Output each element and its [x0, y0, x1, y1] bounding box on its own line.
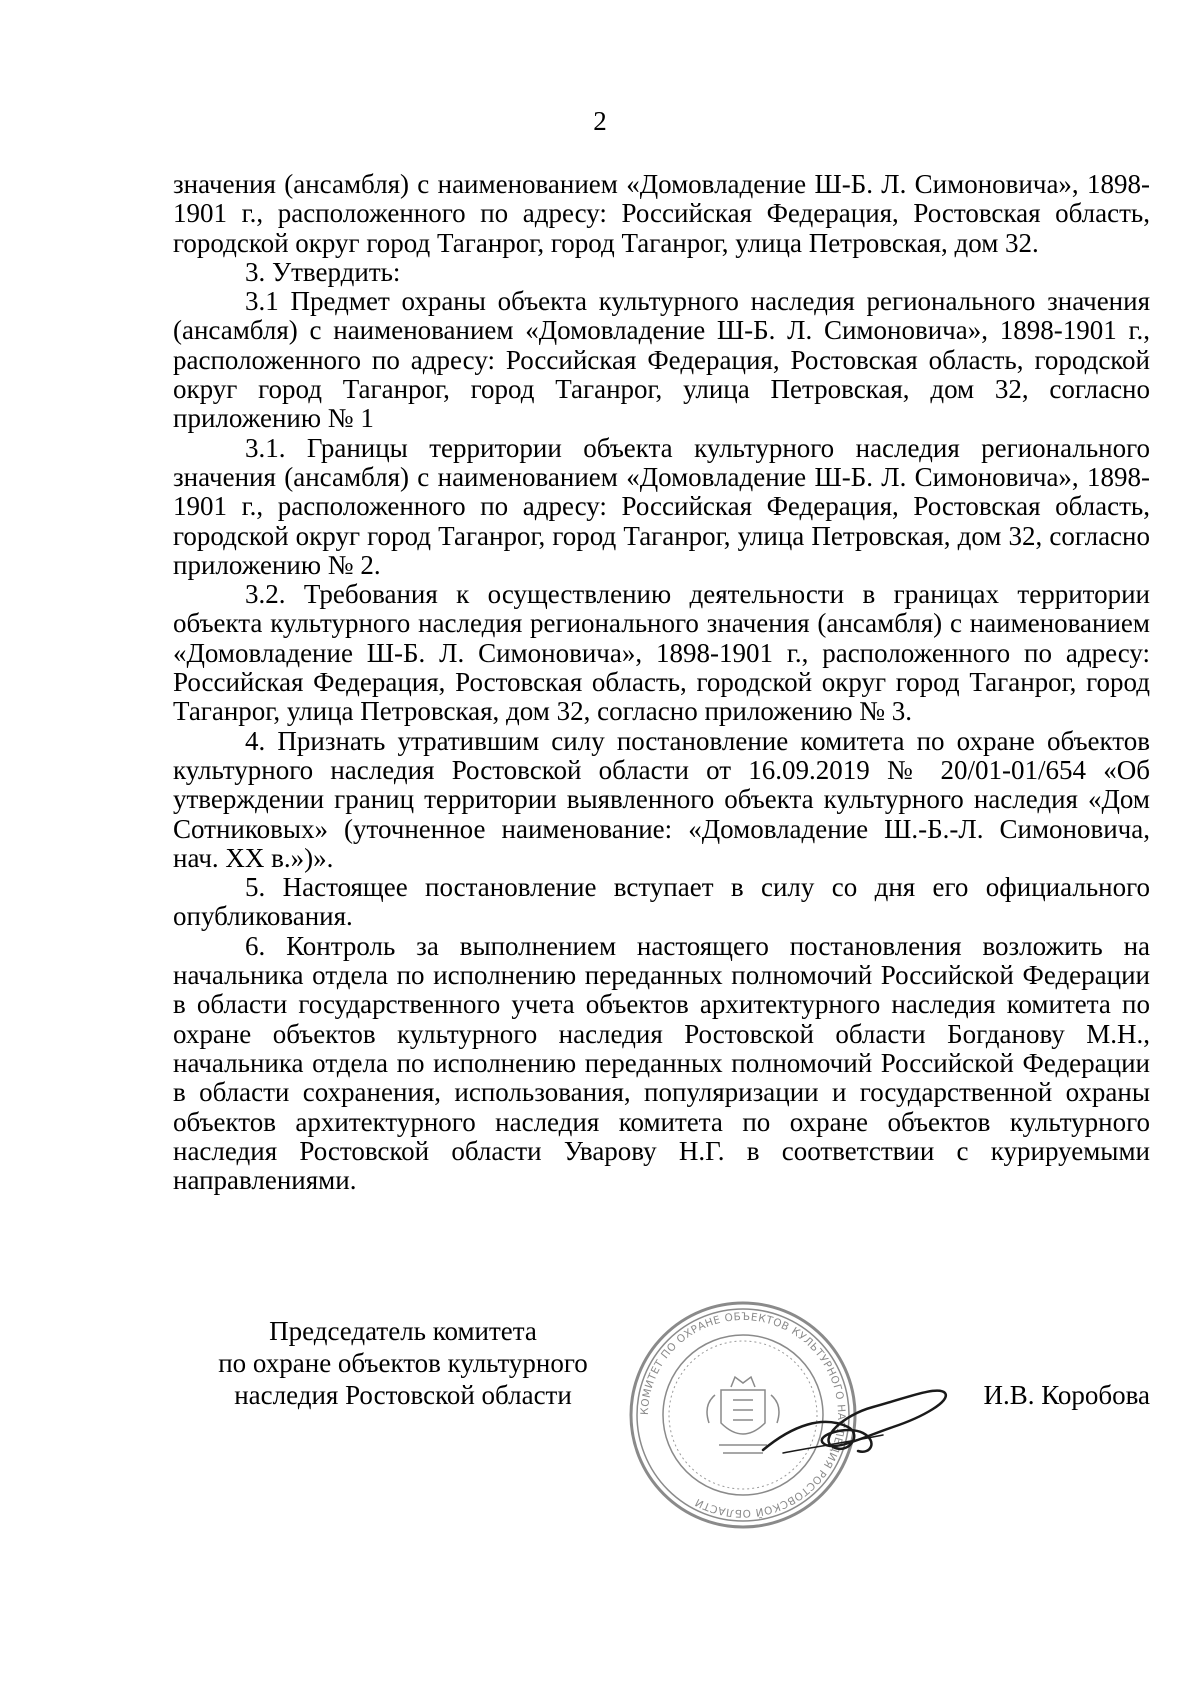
paragraph-item-4: 4. Признать утратившим силу постановление комитета по охране объектов культурного наследия Ростовской области от 16.09.2019 № 20/01-01/654 «Об утверждении границ территории выявленного объекта культурного наследия «Дом Сотниковых» (уточненное наименование: «Домовладение Ш.-Б.-Л. Симоновича, нач. XX в.»)». — [173, 725, 1150, 873]
signer-name: И.В. Коробова — [983, 1380, 1150, 1410]
document-body — [173, 170, 1150, 1195]
paragraph-continuation: значения (ансамбля) с наименованием «Домовладение Ш-Б. Л. Симоновича», 1898-1901 г., расположенного по адресу: Российская Федерация, Ростовская область, городской округ город Таганрог, город Таганрог, улица Петровская, дом 32. — [173, 169, 1150, 258]
stamp-ring-text: КОМИТЕТ ПО ОХРАНЕ ОБЪЕКТОВ КУЛЬТУРНОГО НАСЛЕДИЯ РОСТОВСКОЙ ОБЛАСТИ — [638, 1310, 848, 1520]
signature-block — [173, 1310, 1150, 1545]
signer-title-line-1: Председатель комитета — [269, 1316, 537, 1346]
paragraph-item-3-1-boundaries: 3.1. Границы территории объекта культурного наследия регионального значения (ансамбля) с наименованием «Домовладение Ш-Б. Л. Симоновича», 1898-1901 г., расположенного по адресу: Российская Федерация, Ростовская область, городской округ город Таганрог, город Таганрог, улица Петровская, дом 32, согласно приложению № 2. — [173, 432, 1150, 580]
paragraph-item-6: 6. Контроль за выполнением настоящего постановления возложить на начальника отдела по исполнению переданных полномочий Российской Федерации в области государственного учета объектов архитектурного наследия комитета по охране объектов культурного наследия Ростовской области Богданову М.Н., начальника отдела по исполнению переданных полномочий Российской Федерации в области сохранения, использования, популяризации и государственной охраны объектов архитектурного наследия комитета по охране объектов культурного наследия Ростовской области Уварову Н.Г. в соответствии с курируемыми направлениями. — [173, 930, 1150, 1196]
signer-title-line-2: по охране объектов культурного — [218, 1348, 588, 1378]
paragraph-item-5: 5. Настоящее постановление вступает в силу со дня его официального опубликования. — [173, 872, 1150, 932]
handwritten-signature — [753, 1355, 953, 1475]
paragraph-item-3: 3. Утвердить: — [245, 256, 401, 287]
page-number: 2 — [593, 106, 607, 136]
paragraph-item-3-1-subject: 3.1 Предмет охраны объекта культурного наследия регионального значения (ансамбля) с наименованием «Домовладение Ш-Б. Л. Симоновича», 1898-1901 г., расположенного по адресу: Российская Федерация, Ростовская область, городской округ город Таганрог, город Таганрог, улица Петровская, дом 32, согласно приложению № 1 — [173, 286, 1150, 434]
paragraph-item-3-2: 3.2. Требования к осуществлению деятельности в границах территории объекта культурного наследия регионального значения (ансамбля) с наименованием «Домовладение Ш-Б. Л. Симоновича», 1898-1901 г., расположенного по адресу: Российская Федерация, Ростовская область, городской округ город Таганрог, город Таганрог, улица Петровская, дом 32, согласно приложению № 3. — [173, 579, 1150, 727]
signer-title-line-3: наследия Ростовской области — [234, 1380, 572, 1410]
signer-title — [193, 1315, 613, 1411]
